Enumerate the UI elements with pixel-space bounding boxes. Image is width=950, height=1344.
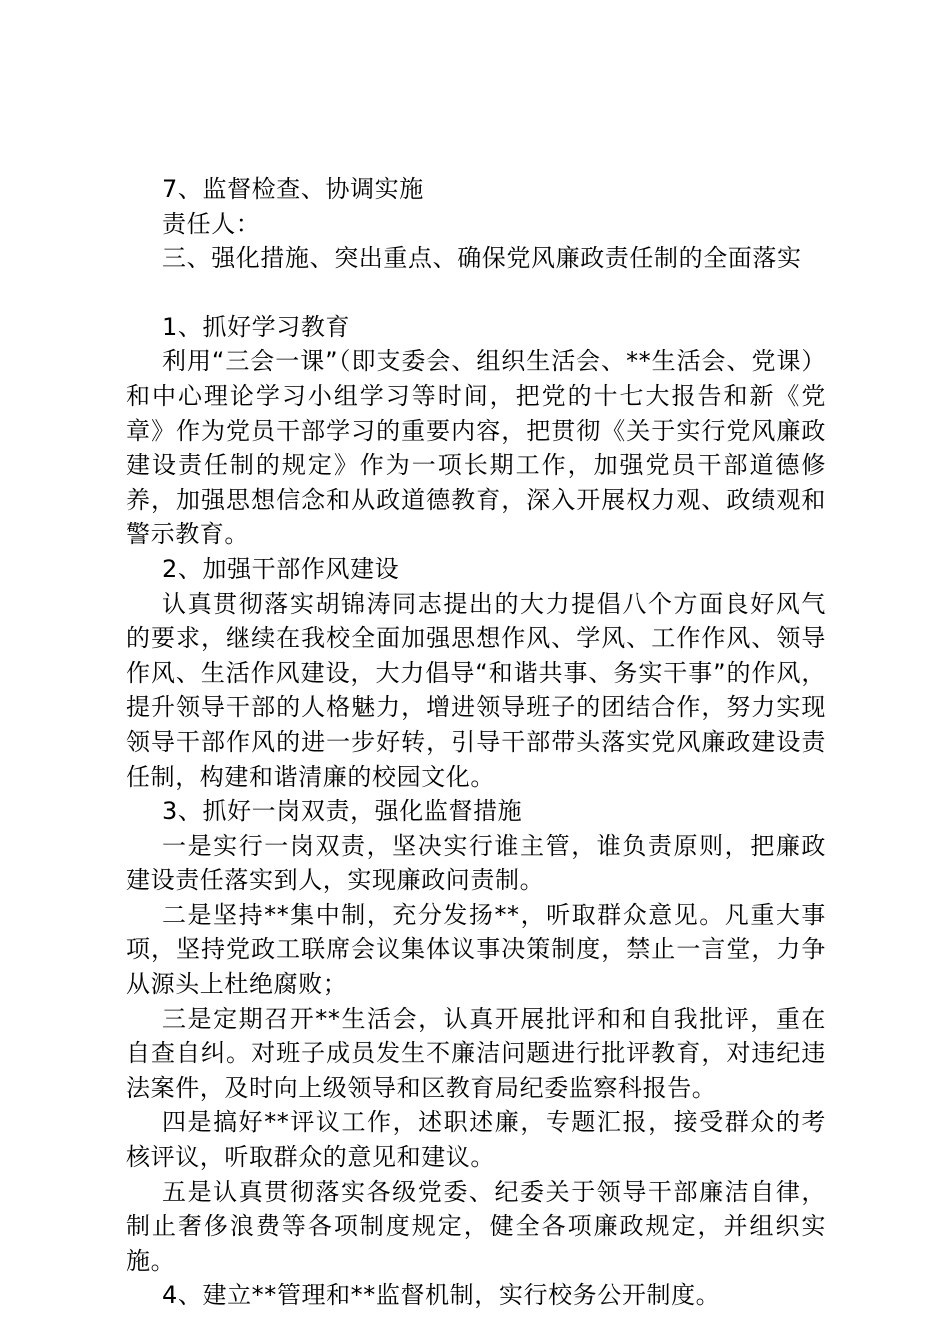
document-body [126,172,826,1313]
subheading-cadre-style: 2、加强干部作风建设 [162,554,400,583]
subheading-study-education: 1、抓好学习教育 [162,312,351,341]
paragraph-cadre-style: 认真贯彻落实胡锦涛同志提出的大力提倡八个方面良好风气的要求，继续在我校全面加强思想作风、学风、工作作风、领导作风、生活作风建设，大力倡导“和谐共事、务实干事”的作风，提升领导干部的人格魅力，增进领导班子的团结合作，努力实现领导干部作风的进一步好转，引导干部带头落实党风廉政建设责任制，构建和谐清廉的校园文化。 [126,589,826,791]
paragraph-study-education: 利用“三会一课”（即支委会、组织生活会、**生活会、党课）和中心理论学习小组学习等时间，把党的十七大报告和新《党章》作为党员干部学习的重要内容，把贯彻《关于实行党风廉政建设责任制的规定》作为一项长期工作，加强党员干部道德修养，加强思想信念和从政道德教育，深入开展权力观、政绩观和警示教育。 [126,347,826,549]
paragraph-item-one: 一是实行一岗双责，坚决实行谁主管，谁负责原则，把廉政建设责任落实到人，实现廉政问责制。 [126,831,826,895]
subheading-dual-responsibility: 3、抓好一岗双责，强化监督措施 [162,797,523,826]
paragraph-item-two: 二是坚持**集中制，充分发扬**，听取群众意见。凡重大事项，坚持党政工联席会议集体议事决策制度，禁止一言堂，力争从源头上杜绝腐败； [126,900,826,999]
paragraph-item-three: 三是定期召开**生活会，认真开展批评和和自我批评，重在自查自纠。对班子成员发生不廉洁问题进行批评教育，对违纪违法案件，及时向上级领导和区教育局纪委监察科报告。 [126,1004,826,1102]
responsible-person-label: 责任人： [162,209,261,238]
paragraph-item-five: 五是认真贯彻落实各级党委、纪委关于领导干部廉洁自律，制止奢侈浪费等各项制度规定，健全各项廉政规定，并组织实施。 [126,1177,826,1275]
paragraph-item-four: 四是搞好**评议工作，述职述廉，专题汇报，接受群众的考核评议，听取群众的意见和建议。 [126,1108,826,1172]
section-heading-7: 7、监督检查、协调实施 [162,175,424,203]
subheading-management-mechanism: 4、建立**管理和**监督机制，实行校务公开制度。 [162,1281,721,1310]
chapter-heading-3: 三、强化措施、突出重点、确保党风廉政责任制的全面落实 [162,244,802,273]
